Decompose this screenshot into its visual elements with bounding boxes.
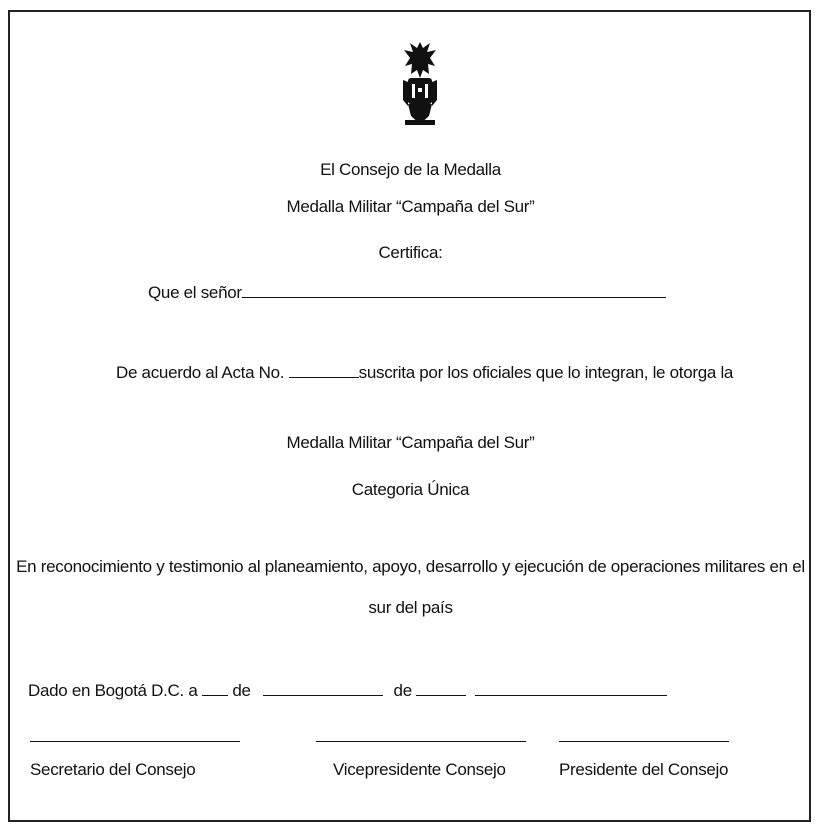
recipient-line (148, 282, 666, 303)
year-blank (416, 680, 466, 696)
recognition-text-1: En reconocimiento y testimonio al planeamiento, apoyo, desarrollo y ejecución de operaciones militares en el (16, 557, 805, 576)
president-title: Presidente del Consejo (559, 760, 729, 779)
president-signature-line (559, 741, 729, 742)
certifies-heading: Certifica: (378, 243, 443, 262)
recipient-label: Que el señor (148, 283, 242, 302)
acta-number-blank (289, 362, 359, 378)
vicepresident-title: Vicepresidente Consejo (333, 760, 506, 779)
acta-suffix: suscrita por los oficiales que lo integran, le otorga la (358, 363, 734, 382)
medal-category: Categoria Única (351, 480, 470, 499)
month-blank (263, 680, 383, 696)
recipient-name-blank (242, 282, 666, 298)
acta-line (116, 362, 733, 383)
dated-de-1: de (232, 681, 251, 700)
coat-of-arms-seal (399, 40, 441, 128)
dated-de-2: de (393, 681, 412, 700)
medal-heading: Medalla Militar “Campaña del Sur” (286, 197, 535, 216)
secretary-signature-line (30, 741, 240, 742)
dated-line (28, 680, 667, 701)
medal-name: Medalla Militar “Campaña del Sur” (286, 433, 535, 452)
recognition-text-2: sur del país (368, 598, 453, 617)
dated-prefix: Dado en Bogotá D.C. a (28, 681, 198, 700)
acta-prefix: De acuerdo al Acta No. (116, 363, 285, 382)
secretary-title: Secretario del Consejo (30, 760, 196, 779)
day-blank (202, 680, 228, 696)
place-blank (475, 680, 667, 696)
council-heading: El Consejo de la Medalla (320, 160, 501, 179)
vicepresident-signature-line (316, 741, 526, 742)
